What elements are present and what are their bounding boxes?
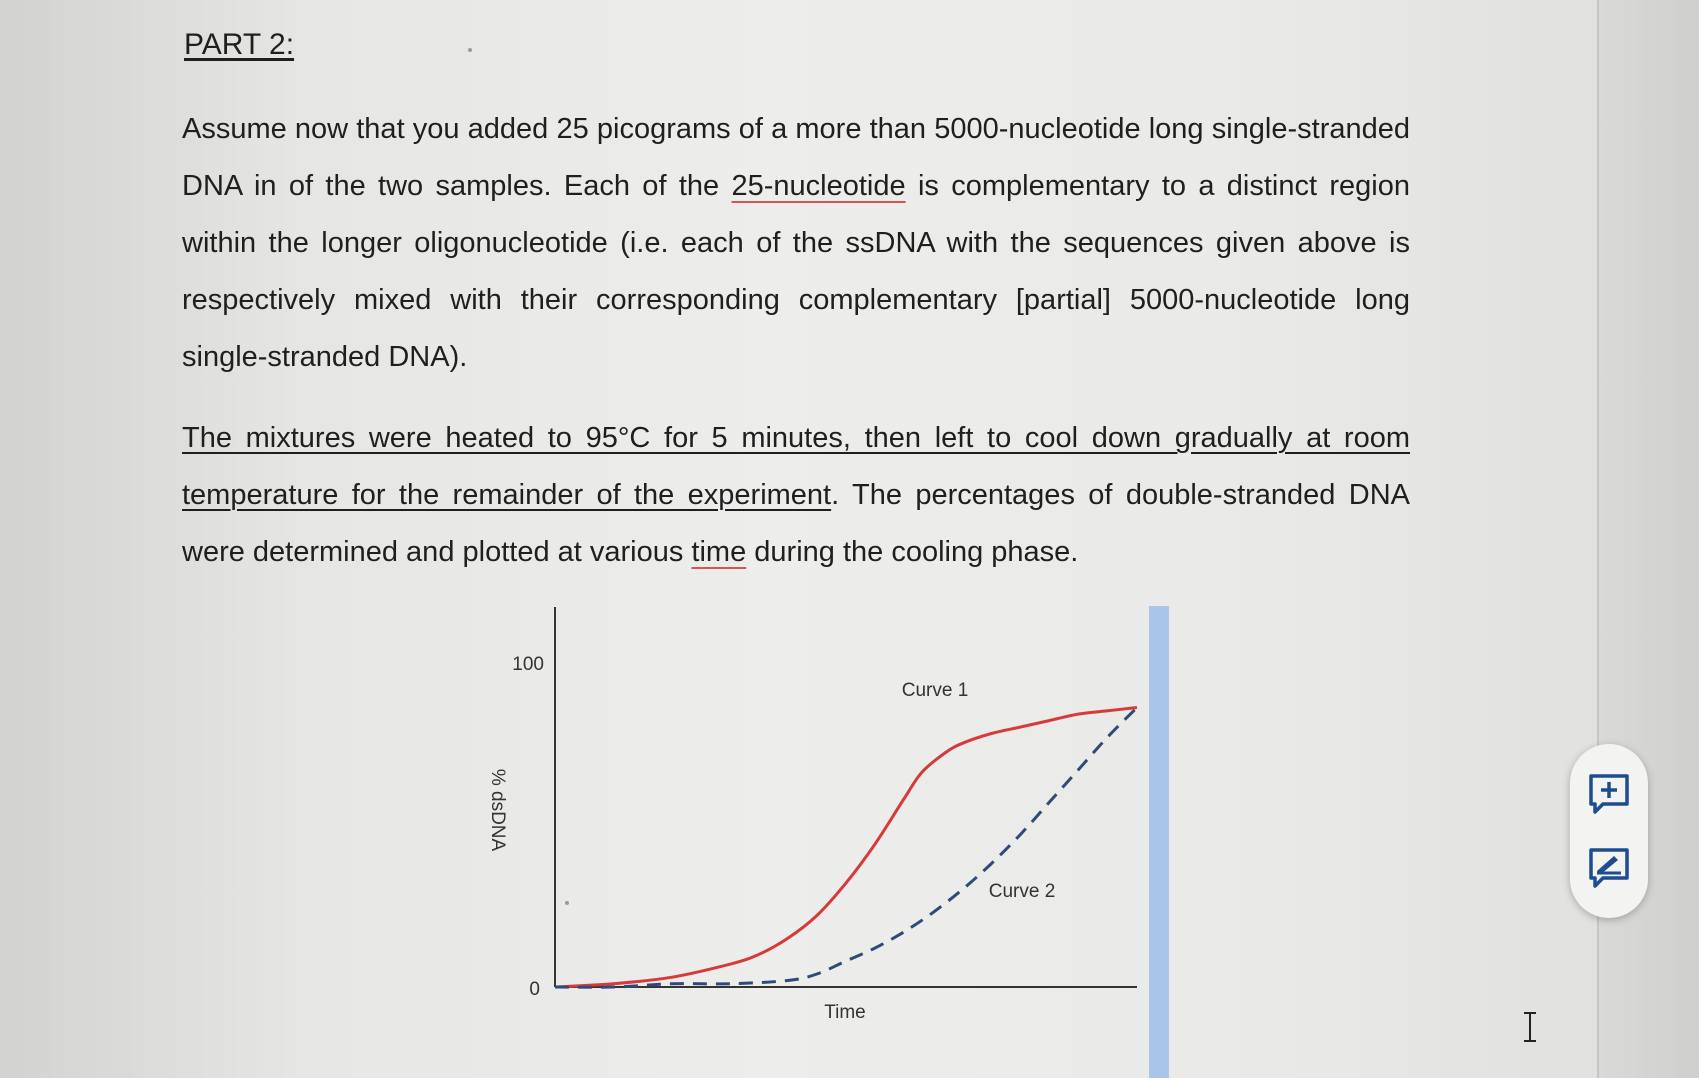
underlined-text: The mixtures were heated to 95°C for 5 minutes, then left to cool down gradually at room temperature for the remainder of the experiment [182,422,1410,511]
y-tick-100: 100 [512,654,544,675]
y-axis-label: % dsDNA [487,768,508,852]
curve-2-label: Curve 2 [988,881,1056,902]
curve-1-line [555,708,1137,988]
add-comment-button[interactable] [1587,772,1631,816]
paragraph-2 [182,410,1410,581]
curve-1-label: Curve 1 [901,680,969,701]
edit-annotation-button[interactable] [1587,846,1631,890]
stray-dot [565,901,569,905]
section-heading: PART 2: [184,28,295,61]
y-tick-0: 0 [529,979,540,1000]
paragraph-1-text-a: Assume now that you added 25 picograms of a more than 5000-nucleotide long single-stranded DNA in of the two samples. Each of the [182,113,1410,202]
edit-annotation-icon [1587,846,1631,890]
spellcheck-word[interactable]: 25-nucleotide [731,170,906,202]
floating-toolbar [1570,744,1648,918]
paragraph-1-text-b: is complementary to a distinct region within the longer oligonucleotide (i.e. each of the ssDNA with the sequences given above is respectively mixed with their corresponding complementary [partial] 5000-nucleotide long single-stranded DNA). [182,170,1411,373]
paragraph-2-text-a: . The percentages of double-stranded DNA were determined and plotted at various [182,479,1410,568]
x-axis-label: Time [824,1002,866,1023]
curve-2-line [555,708,1137,988]
selection-highlight-bar [1149,606,1169,1078]
text-cursor-icon [1520,1010,1540,1044]
spellcheck-word-time[interactable]: time [691,536,747,568]
stray-dot [468,48,472,52]
paragraph-1 [182,101,1410,386]
dsdna-chart [460,595,1180,1078]
add-comment-icon [1587,772,1631,816]
paragraph-2-text-b: during the cooling phase. [746,536,1079,568]
